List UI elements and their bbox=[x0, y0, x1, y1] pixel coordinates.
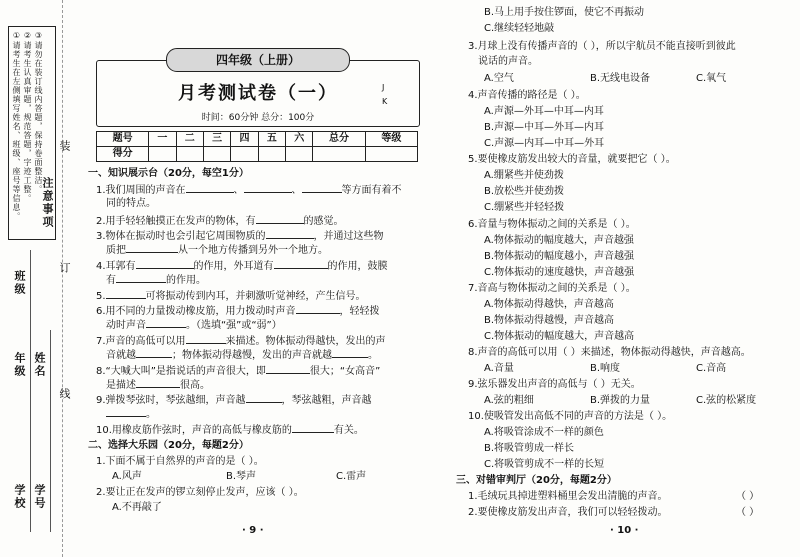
right-page bbox=[456, 0, 788, 557]
choice-6-option-b: B.物体振动的幅度越小，声音越强 bbox=[484, 251, 635, 262]
answer-blank[interactable] bbox=[266, 364, 310, 374]
choice-9-option-a: A.弦的粗细 bbox=[484, 395, 534, 406]
field-id-label: 学号 bbox=[33, 484, 46, 510]
answer-blank[interactable] bbox=[332, 348, 368, 358]
score-row bbox=[97, 147, 418, 162]
question-3-cont: 质把 从一个地方传播到另外一个地方。 bbox=[106, 245, 328, 256]
score-header: 三 bbox=[203, 132, 230, 147]
score-header: 题号 bbox=[97, 132, 149, 147]
choice-7-option-b: B.物体振动得越慢，声音越高 bbox=[484, 315, 615, 326]
choice-1-option-b: B.琴声 bbox=[226, 471, 257, 482]
choice-2-option-a: A.不再敲了 bbox=[112, 502, 162, 513]
binding-cut-line bbox=[62, 0, 63, 557]
choice-9-question: 9.弦乐器发出声音的高低与（ ）无关。 bbox=[468, 379, 641, 390]
question-4-cont: 有 的作用。 bbox=[106, 275, 206, 286]
score-cell[interactable] bbox=[258, 147, 285, 162]
judge-2-answer[interactable]: （ ） bbox=[736, 507, 760, 518]
score-cell[interactable] bbox=[286, 147, 313, 162]
choice-2-question: 2.要让正在发声的锣立刻停止发声，应该（ ）。 bbox=[96, 487, 304, 498]
choice-8-option-c: C.音高 bbox=[696, 363, 727, 374]
page-number-left: · 9 · bbox=[242, 525, 264, 536]
section-1-title: 一、知识展示台（20分，每空1分） bbox=[88, 168, 249, 179]
notice-box bbox=[8, 26, 56, 240]
score-header: 四 bbox=[231, 132, 258, 147]
question-8-cont: 是描述 很高。 bbox=[106, 380, 210, 391]
choice-5-option-a: A.绷紧些并使劲拨 bbox=[484, 170, 564, 181]
choice-9-option-c: C.弦的松紧度 bbox=[696, 395, 757, 406]
answer-blank[interactable] bbox=[106, 289, 146, 299]
question-7-cont: 音就越 ；物体振动得越慢，发出的声音就越 。 bbox=[106, 350, 378, 361]
question-1-cont: 同的特点。 bbox=[106, 198, 156, 209]
choice-4-option-a: A.声源—外耳—中耳—内耳 bbox=[484, 106, 604, 117]
score-cell[interactable] bbox=[313, 147, 365, 162]
choice-3-question: 3.月球上没有传播声音的（ ），所以宇航员不能直接听到彼此 bbox=[468, 41, 736, 52]
exam-title: 月考测试卷（一） bbox=[178, 83, 338, 104]
score-cell[interactable] bbox=[203, 147, 230, 162]
grade-banner: 四年级（上册） bbox=[166, 48, 350, 72]
choice-1-option-a: A.风声 bbox=[112, 471, 142, 482]
choice-1-question: 1.下面不属于自然界的声音的是（ ）。 bbox=[96, 456, 264, 467]
answer-blank[interactable] bbox=[266, 229, 314, 239]
choice-5-option-c: C.绷紧些并轻轻拨 bbox=[484, 202, 565, 213]
choice-3-option-c: C.氧气 bbox=[696, 73, 727, 84]
choice-5-question: 5.要使橡皮筋发出较大的音量，就要把它（ ）。 bbox=[468, 154, 676, 165]
choice-1-option-c: C.雷声 bbox=[336, 471, 367, 482]
left-page bbox=[88, 0, 426, 557]
answer-blank[interactable] bbox=[302, 183, 342, 193]
choice-7-question: 7.音高与物体振动之间的关系是（ ）。 bbox=[468, 283, 636, 294]
score-row-label: 得分 bbox=[97, 147, 149, 162]
answer-blank[interactable] bbox=[126, 243, 178, 253]
choice-6-question: 6.音量与物体振动之间的关系是（ ）。 bbox=[468, 219, 636, 230]
edition-mark: J K bbox=[382, 83, 388, 106]
answer-blank[interactable] bbox=[186, 183, 234, 193]
choice-6-option-c: C.物体振动的速度越快，声音越强 bbox=[484, 267, 635, 278]
question-8: 8.“大喊大叫”是指说话的声音很大，即 很大；“女高音” bbox=[96, 366, 381, 377]
choice-4-option-c: C.声源—内耳—中耳—外耳 bbox=[484, 138, 605, 149]
answer-blank[interactable] bbox=[136, 378, 180, 388]
answer-blank[interactable] bbox=[106, 407, 146, 417]
choice-3-option-b: B.无线电设备 bbox=[590, 73, 651, 84]
score-header: 一 bbox=[149, 132, 176, 147]
score-header: 五 bbox=[258, 132, 285, 147]
field-name-label: 姓名 bbox=[33, 352, 46, 378]
answer-blank[interactable] bbox=[256, 214, 304, 224]
question-9: 9.弹拨琴弦时，琴弦越细，声音越 ，琴弦越粗，声音越 bbox=[96, 395, 372, 406]
score-cell[interactable] bbox=[176, 147, 203, 162]
question-1: 1.我们周围的声音在 、 、 等方面有着不 bbox=[96, 185, 402, 196]
score-header-row bbox=[97, 132, 418, 147]
section-2-title: 二、选择大乐园（20分，每题2分） bbox=[88, 440, 249, 451]
answer-blank[interactable] bbox=[244, 183, 292, 193]
choice-2-option-c: C.继续轻轻地敲 bbox=[484, 23, 555, 34]
question-5: 5. 可将振动传到内耳，并刺激听觉神经，产生信号。 bbox=[96, 291, 366, 302]
choice-8-option-a: A.音量 bbox=[484, 363, 514, 374]
field-underline bbox=[30, 250, 31, 532]
score-cell[interactable] bbox=[149, 147, 176, 162]
question-6: 6.用不同的力量拨动橡皮筋，用力拨动时声音 ，轻轻拨 bbox=[96, 306, 380, 317]
binding-mark: 线 bbox=[58, 388, 71, 399]
binding-mark: 订 bbox=[58, 262, 71, 273]
choice-5-option-b: B.放松些并使劲拨 bbox=[484, 186, 565, 197]
choice-10-option-a: A.将吸管涂成不一样的颜色 bbox=[484, 427, 604, 438]
choice-4-question: 4.声音传播的路径是（ ）。 bbox=[468, 90, 586, 101]
choice-3-option-a: A.空气 bbox=[484, 73, 514, 84]
question-10: 10.用橡皮筋作弦时，声音的高低与橡皮筋的 有关。 bbox=[96, 425, 364, 436]
page-number-right: · 10 · bbox=[610, 525, 639, 536]
question-9-cont: 。 bbox=[106, 407, 156, 422]
judge-1-answer[interactable]: （ ） bbox=[736, 491, 760, 502]
choice-10-option-c: C.将吸管剪成不一样的长短 bbox=[484, 459, 605, 470]
binding-strip bbox=[0, 0, 62, 557]
choice-3-question-cont: 说话的声音。 bbox=[478, 56, 538, 67]
answer-blank[interactable] bbox=[296, 304, 340, 314]
question-6-cont: 动时声音 。（选填“强”或“弱”） bbox=[106, 320, 282, 331]
answer-blank[interactable] bbox=[136, 259, 194, 269]
answer-blank[interactable] bbox=[292, 423, 334, 433]
section-3-title: 三、对错审判厅（20分，每题2分） bbox=[456, 475, 617, 486]
answer-blank[interactable] bbox=[146, 318, 186, 328]
answer-blank[interactable] bbox=[136, 348, 172, 358]
question-4: 4.耳郭有 的作用，外耳道有 的作用，鼓膜 bbox=[96, 261, 388, 272]
choice-10-option-b: B.将吸管剪成一样长 bbox=[484, 443, 575, 454]
notice-line-3: ③请勿在装订线内答题，保持卷面整洁。 bbox=[34, 31, 43, 194]
exam-subtitle: 时间：60分钟 总分：100分 bbox=[201, 113, 315, 123]
choice-7-option-a: A.物体振动得越快，声音越高 bbox=[484, 299, 614, 310]
notice-line-1: ①请考生在左侧填写姓名、班级、座号等信息。 bbox=[12, 31, 21, 221]
score-header: 六 bbox=[286, 132, 313, 147]
judge-2-statement: 2.要使橡皮筋发出声音，我们可以轻轻拨动。 bbox=[468, 507, 668, 518]
field-grade-label: 年级 bbox=[13, 352, 26, 378]
score-header: 总分 bbox=[313, 132, 365, 147]
score-cell[interactable] bbox=[231, 147, 258, 162]
choice-4-option-b: B.声源—中耳—外耳—内耳 bbox=[484, 122, 605, 133]
notice-line-2: ②请考生认真审题，规范答题，字迹工整。 bbox=[23, 31, 32, 203]
answer-blank[interactable] bbox=[274, 259, 328, 269]
score-cell[interactable] bbox=[365, 147, 417, 162]
binding-mark: 装 bbox=[58, 140, 71, 151]
field-underline bbox=[50, 330, 51, 532]
score-header: 等级 bbox=[365, 132, 417, 147]
answer-blank[interactable] bbox=[116, 273, 166, 283]
choice-10-question: 10.使吸管发出高低不同的声音的方法是（ ）。 bbox=[468, 411, 673, 422]
choice-6-option-a: A.物体振动的幅度越大，声音越强 bbox=[484, 235, 634, 246]
score-header: 二 bbox=[176, 132, 203, 147]
question-3: 3.物体在振动时也会引起它周围物质的 ，并通过这些物 bbox=[96, 231, 384, 242]
choice-8-option-b: B.响度 bbox=[590, 363, 621, 374]
answer-blank[interactable] bbox=[186, 334, 226, 344]
field-class-label: 班级 bbox=[13, 270, 26, 296]
answer-blank[interactable] bbox=[246, 393, 282, 403]
choice-2-option-b: B.马上用手按住锣面，使它不再振动 bbox=[484, 7, 645, 18]
choice-8-question: 8.声音的高低可以用（ ）来描述，物体振动得越快，声音越高。 bbox=[468, 347, 751, 358]
notice-title: 注意事项 bbox=[41, 177, 54, 229]
question-7: 7.声音的高低可以用 来描述。物体振动得越快，发出的声 bbox=[96, 336, 386, 347]
choice-9-option-b: B.弹拨的力量 bbox=[590, 395, 651, 406]
question-2: 2.用手轻轻触摸正在发声的物体，有 的感觉。 bbox=[96, 216, 344, 227]
score-table bbox=[96, 131, 418, 162]
judge-1-statement: 1.毛绒玩具掉进塑料桶里会发出清脆的声音。 bbox=[468, 491, 668, 502]
choice-7-option-c: C.物体振动的幅度越大，声音越高 bbox=[484, 331, 635, 342]
field-school-label: 学校 bbox=[13, 484, 26, 510]
